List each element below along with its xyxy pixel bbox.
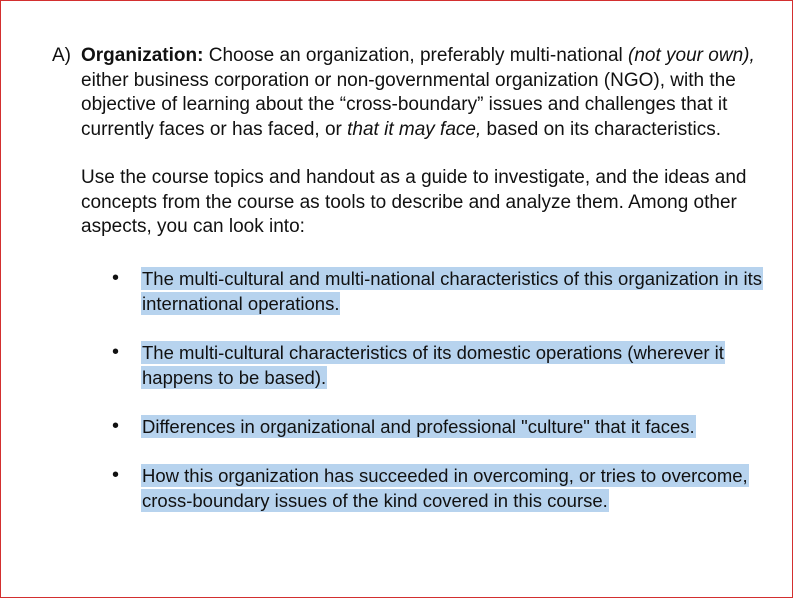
list-item[interactable] [112,266,787,316]
section-marker: A) [52,45,71,66]
list-item[interactable] [112,340,787,390]
aspects-list [52,266,787,513]
guide-paragraph: Use the course topics and handout as a guide to investigate, and the ideas and concepts from the course as tools to describe and analyze them. Among other aspects, you can look into: [81,167,747,237]
selected-text[interactable]: The multi-cultural characteristics of its domestic operations (wherever it happens to be based). [142,341,724,388]
intro-italic-1: (not your own), [628,45,755,66]
section-intro-paragraph [81,44,787,142]
selected-text[interactable]: The multi-cultural and multi-national characteristics of this organization in its international operations. [142,267,763,314]
document-content [52,44,787,537]
section-a [52,44,787,142]
list-item[interactable] [112,463,787,513]
selected-text[interactable]: Differences in organizational and professional "culture" that it faces. [142,415,695,437]
bullet-icon: • [112,340,120,363]
bullet-icon: • [112,463,120,486]
intro-text-3: based on its characteristics. [481,118,721,140]
selected-text[interactable]: How this organization has succeeded in overcoming, or tries to overcome, cross-boundary issues of the kind covered in this course. [142,464,748,511]
intro-text-2: either business corporation or non-governmental organization (NGO), with the objective of learning about the “cross-boundary” issues and challenges that it currently faces or has faced, or [81,69,736,140]
intro-text-1: Choose an organization, preferably multi-national [203,45,629,66]
intro-italic-2: that it may face, [347,118,482,140]
bullet-icon: • [112,414,120,437]
bullet-icon: • [112,266,120,289]
list-item[interactable] [112,414,787,439]
section-title: Organization: [81,45,204,66]
